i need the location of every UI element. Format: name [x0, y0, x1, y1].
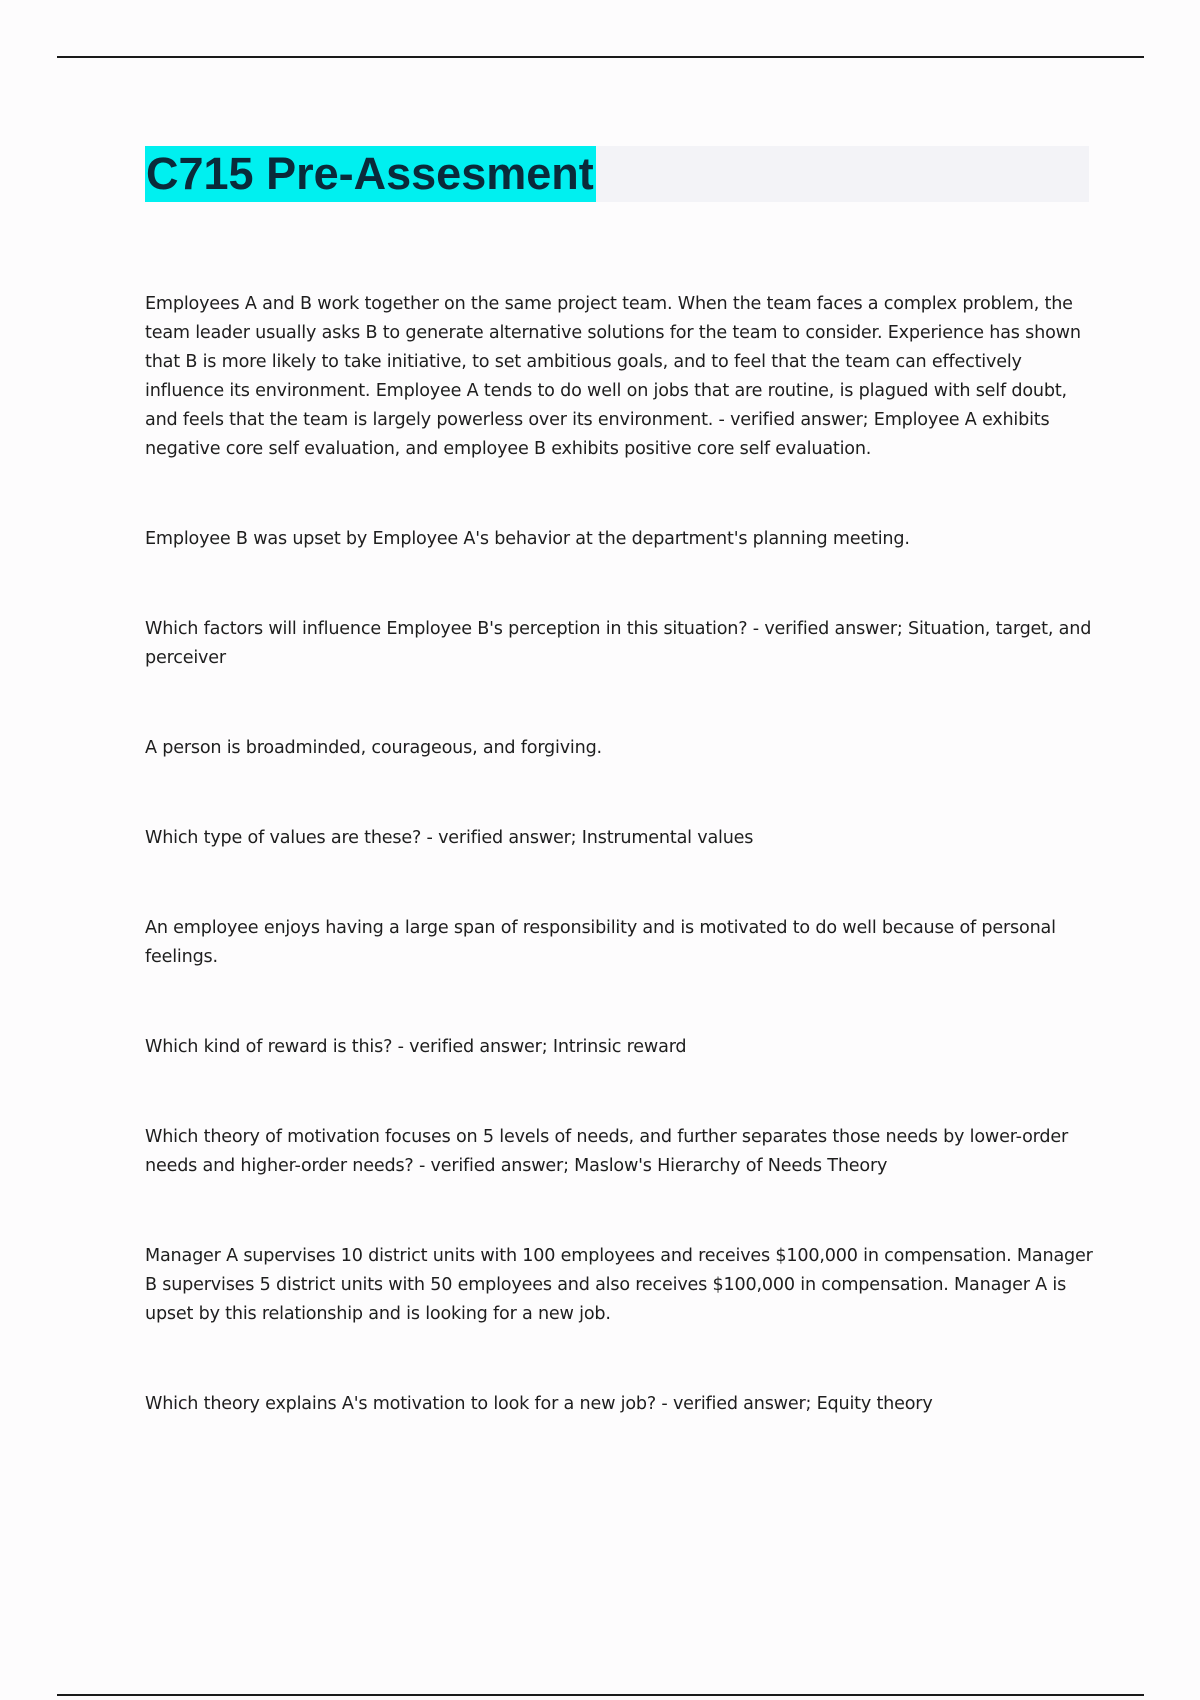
- document-body: [145, 290, 1095, 1480]
- header-rule: [57, 56, 1144, 58]
- paragraph-1: Employees A and B work together on the same project team. When the team faces a complex problem, the team leader usually asks B to generate alternative solutions for the team to consider. Experience has shown that B is more likely to take initiative, to set ambitious goals, and to feel that the team can effectively influence its environment. Employee A tends to do well on jobs that are routine, is plagued with self doubt, and feels that the team is largely powerless over its environment. - verified answer; Employee A exhibits negative core self evaluation, and employee B exhibits positive core self evaluation.: [145, 294, 1081, 459]
- paragraph-5: Which type of values are these? - verified answer; Instrumental values: [145, 828, 754, 848]
- paragraph-3: Which factors will influence Employee B's perception in this situation? - verified answer; Situation, target, and perceiver: [145, 619, 1092, 668]
- paragraph-8: Which theory of motivation focuses on 5 levels of needs, and further separates those needs by lower-order needs and higher-order needs? - verified answer; Maslow's Hierarchy of Needs Theory: [145, 1127, 1069, 1176]
- paragraph-10: Which theory explains A's motivation to look for a new job? - verified answer; Equity theory: [145, 1394, 933, 1414]
- paragraph-9: Manager A supervises 10 district units with 100 employees and receives $100,000 in compensation. Manager B supervises 5 district units with 50 employees and also receives $100,000 in compensation. Manager A is upset by this relationship and is looking for a new job.: [145, 1246, 1093, 1324]
- footer-rule: [57, 1694, 1144, 1696]
- page-title: C715 Pre-Assesment: [145, 146, 596, 202]
- paragraph-2: Employee B was upset by Employee A's behavior at the department's planning meeting.: [145, 529, 910, 549]
- paragraph-6: An employee enjoys having a large span of responsibility and is motivated to do well because of personal feelings.: [145, 918, 1056, 967]
- paragraph-7: Which kind of reward is this? - verified answer; Intrinsic reward: [145, 1037, 687, 1057]
- paragraph-4: A person is broadminded, courageous, and forgiving.: [145, 738, 602, 758]
